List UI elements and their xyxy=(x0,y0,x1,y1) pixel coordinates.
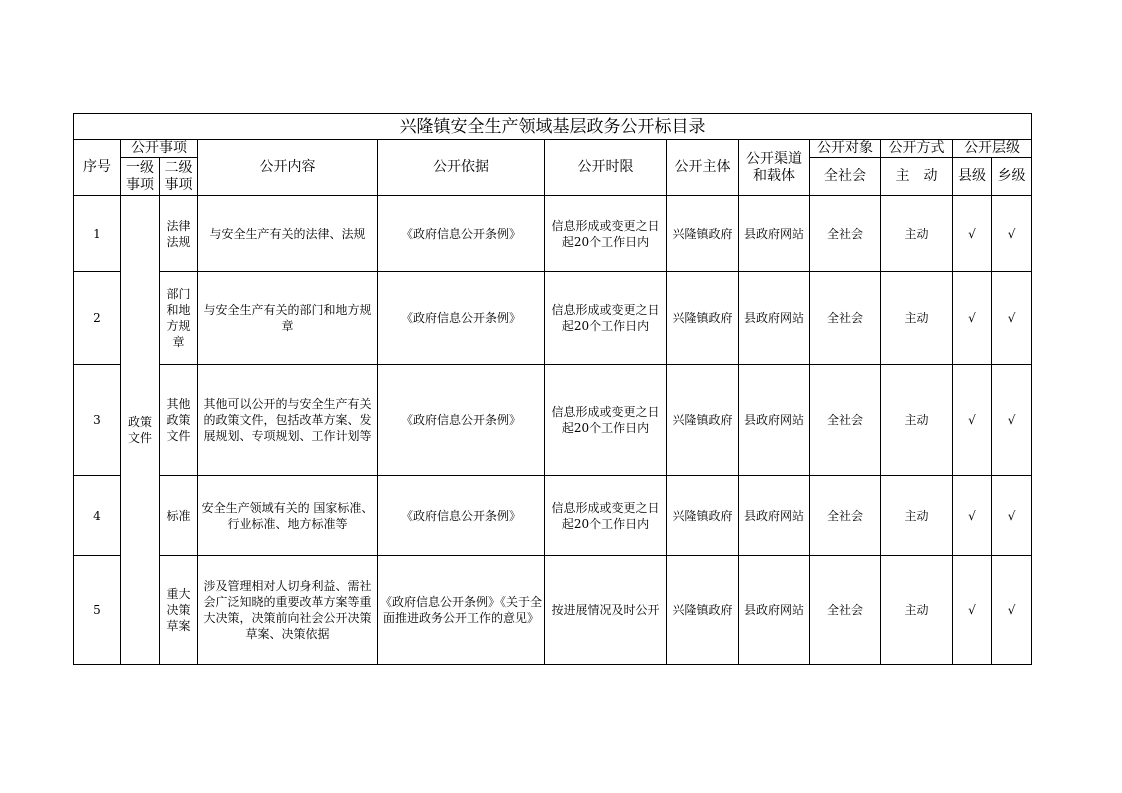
header-level2: 二级事项 xyxy=(160,158,198,196)
row-content: 安全生产领域有关的 国家标准、行业标准、地方标准等 xyxy=(198,476,378,556)
row-level2: 重大决策草案 xyxy=(160,556,198,665)
table-row xyxy=(74,196,1032,272)
row-subject: 兴隆镇政府 xyxy=(667,365,739,476)
row-target: 全社会 xyxy=(810,556,881,665)
row-time-limit: 按进展情况及时公开 xyxy=(545,556,667,665)
row-target: 全社会 xyxy=(810,476,881,556)
header-subject: 公开主体 xyxy=(667,140,739,196)
row-mode: 主动 xyxy=(881,476,953,556)
row-seq: 3 xyxy=(74,365,121,476)
row-seq: 4 xyxy=(74,476,121,556)
table-row xyxy=(74,365,1032,476)
row-town-check: √ xyxy=(992,365,1032,476)
header-tier-group: 公开层级 xyxy=(953,140,1032,158)
row-basis: 《政府信息公开条例》 xyxy=(378,272,545,365)
row-level2: 标准 xyxy=(160,476,198,556)
row-target: 全社会 xyxy=(810,365,881,476)
row-seq: 2 xyxy=(74,272,121,365)
row-channel: 县政府网站 xyxy=(739,365,810,476)
row-level2: 其他政策文件 xyxy=(160,365,198,476)
row-seq: 1 xyxy=(74,196,121,272)
row-content: 与安全生产有关的法律、法规 xyxy=(198,196,378,272)
header-level1: 一级事项 xyxy=(121,158,160,196)
row-county-check: √ xyxy=(953,556,992,665)
row-basis: 《政府信息公开条例》《关于全面推进政务公开工作的意见》 xyxy=(378,556,545,665)
header-tier-town: 乡级 xyxy=(992,158,1032,196)
row-subject: 兴隆镇政府 xyxy=(667,556,739,665)
row-town-check: √ xyxy=(992,196,1032,272)
header-content: 公开内容 xyxy=(198,140,378,196)
row-mode: 主动 xyxy=(881,272,953,365)
row-county-check: √ xyxy=(953,365,992,476)
header-tier-county: 县级 xyxy=(953,158,992,196)
header-mode-active: 主 动 xyxy=(881,158,953,196)
row-target: 全社会 xyxy=(810,272,881,365)
row-target: 全社会 xyxy=(810,196,881,272)
row-seq: 5 xyxy=(74,556,121,665)
row-content: 其他可以公开的与安全生产有关的政策文件，包括改革方案、发展规划、专项规划、工作计划等 xyxy=(198,365,378,476)
header-items-group: 公开事项 xyxy=(121,140,198,158)
row-channel: 县政府网站 xyxy=(739,476,810,556)
header-basis: 公开依据 xyxy=(378,140,545,196)
row-time-limit: 信息形成或变更之日起20个工作日内 xyxy=(545,196,667,272)
row-content: 与安全生产有关的部门和地方规章 xyxy=(198,272,378,365)
header-mode-group: 公开方式 xyxy=(881,140,953,158)
header-seq: 序号 xyxy=(74,140,121,196)
row-content: 涉及管理相对人切身利益、需社会广泛知晓的重要改革方案等重大决策，决策前向社会公开决策草案、决策依据 xyxy=(198,556,378,665)
row-basis: 《政府信息公开条例》 xyxy=(378,365,545,476)
row-subject: 兴隆镇政府 xyxy=(667,272,739,365)
header-channel: 公开渠道和载体 xyxy=(739,140,810,196)
row-county-check: √ xyxy=(953,196,992,272)
row-county-check: √ xyxy=(953,272,992,365)
header-target-group: 公开对象 xyxy=(810,140,881,158)
row-time-limit: 信息形成或变更之日起20个工作日内 xyxy=(545,272,667,365)
row-mode: 主动 xyxy=(881,556,953,665)
table-title: 兴隆镇安全生产领域基层政务公开标目录 xyxy=(74,114,1032,140)
row-level2: 部门和地方规章 xyxy=(160,272,198,365)
row-basis: 《政府信息公开条例》 xyxy=(378,476,545,556)
row-subject: 兴隆镇政府 xyxy=(667,196,739,272)
header-time-limit: 公开时限 xyxy=(545,140,667,196)
row-basis: 《政府信息公开条例》 xyxy=(378,196,545,272)
row-subject: 兴隆镇政府 xyxy=(667,476,739,556)
row-level2: 法律法规 xyxy=(160,196,198,272)
table-row xyxy=(74,272,1032,365)
level1-policy-documents: 政策文件 xyxy=(121,196,160,665)
row-town-check: √ xyxy=(992,272,1032,365)
table-row xyxy=(74,476,1032,556)
catalog-table xyxy=(73,113,1032,665)
row-county-check: √ xyxy=(953,476,992,556)
row-channel: 县政府网站 xyxy=(739,272,810,365)
row-channel: 县政府网站 xyxy=(739,556,810,665)
row-mode: 主动 xyxy=(881,365,953,476)
row-town-check: √ xyxy=(992,556,1032,665)
row-channel: 县政府网站 xyxy=(739,196,810,272)
header-target-all: 全社会 xyxy=(810,158,881,196)
row-time-limit: 信息形成或变更之日起20个工作日内 xyxy=(545,476,667,556)
row-town-check: √ xyxy=(992,476,1032,556)
row-mode: 主动 xyxy=(881,196,953,272)
table-row xyxy=(74,556,1032,665)
row-time-limit: 信息形成或变更之日起20个工作日内 xyxy=(545,365,667,476)
